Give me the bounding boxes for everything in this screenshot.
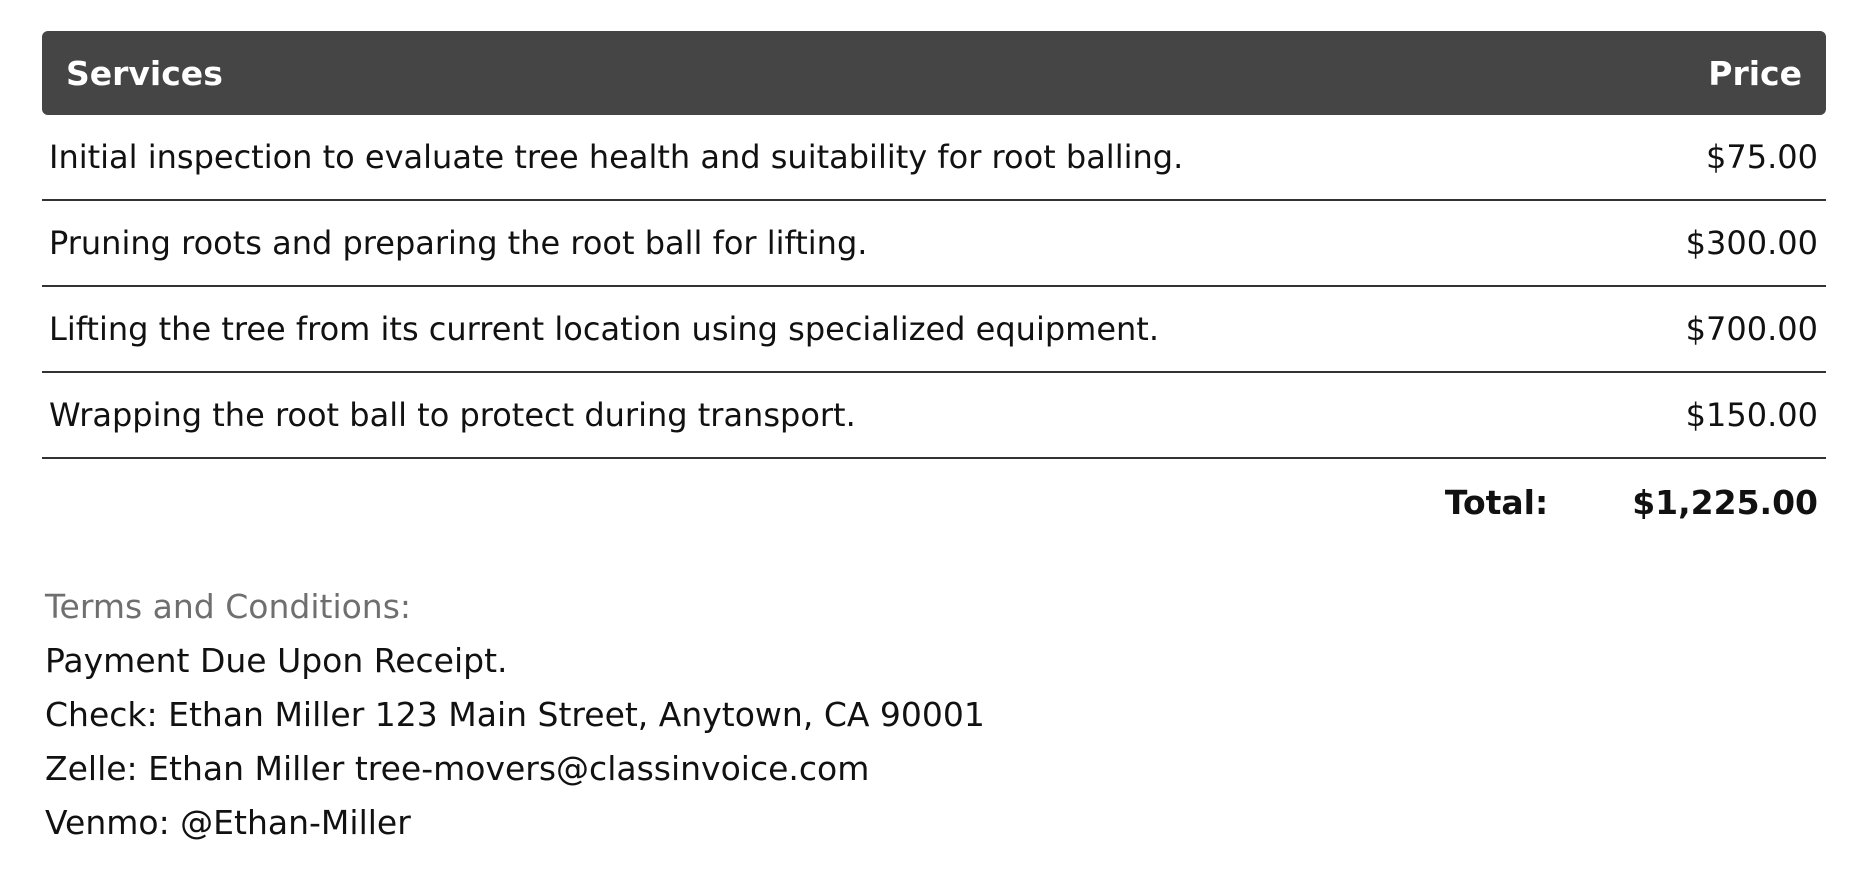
service-price: $300.00 (1685, 224, 1818, 262)
terms-line: Check: Ethan Miller 123 Main Street, Anytown, CA 90001 (45, 695, 985, 734)
service-price: $75.00 (1706, 138, 1818, 176)
services-table (42, 31, 1826, 545)
terms-line: Payment Due Upon Receipt. (45, 641, 508, 680)
service-price: $700.00 (1685, 310, 1818, 348)
table-row (42, 373, 1826, 459)
total-label: Total: (1444, 482, 1549, 522)
service-description: Initial inspection to evaluate tree health and suitability for root balling. (49, 138, 1184, 176)
service-description: Lifting the tree from its current location using specialized equipment. (49, 310, 1159, 348)
services-column-header: Services (66, 53, 223, 93)
service-rows (42, 115, 1826, 459)
price-column-header: Price (1708, 53, 1802, 93)
table-row (42, 287, 1826, 373)
total-row (42, 459, 1826, 545)
terms-line: Zelle: Ethan Miller tree-movers@classinvoice.com (45, 749, 870, 788)
service-price: $150.00 (1685, 396, 1818, 434)
table-row (42, 115, 1826, 201)
table-row (42, 201, 1826, 287)
table-header (42, 31, 1826, 115)
terms-line: Venmo: @Ethan-Miller (45, 803, 411, 842)
terms-title: Terms and Conditions: (45, 587, 412, 626)
terms-section (45, 580, 985, 850)
service-description: Pruning roots and preparing the root ball for lifting. (49, 224, 868, 262)
service-description: Wrapping the root ball to protect during transport. (49, 396, 856, 434)
total-value: $1,225.00 (1632, 482, 1818, 522)
